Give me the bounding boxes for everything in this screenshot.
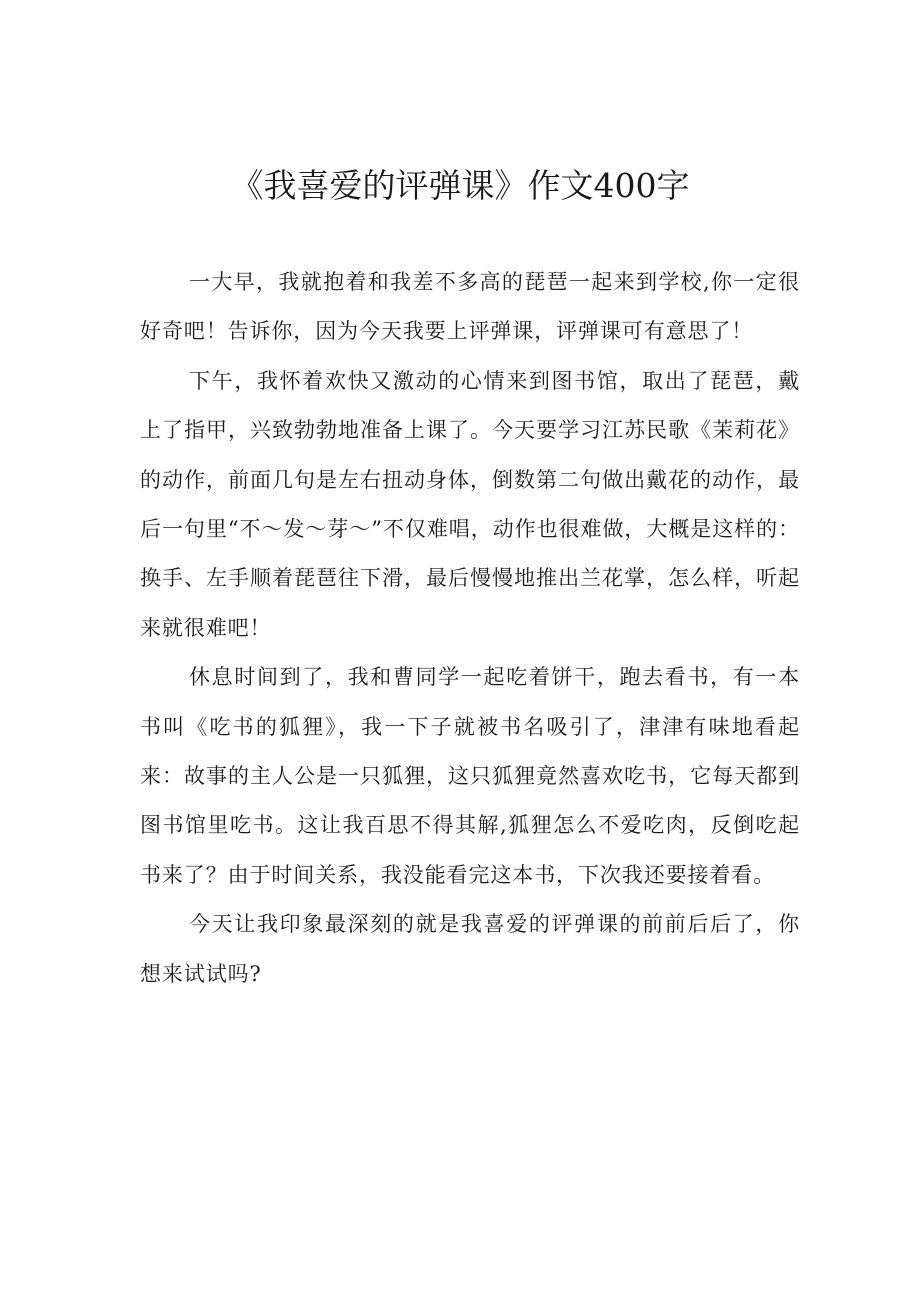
paragraph-3: 休息时间到了，我和曹同学一起吃着饼干，跑去看书，有一本书叫《吃书的狐狸》，我一下子就被书名吸引了，津津有味地看起来：故事的主人公是一只狐狸，这只狐狸竟然喜欢吃书，它每天都到图书馆里吃书。这让我百思不得其解,狐狸怎么不爱吃肉，反倒吃起书来了？由于时间关系，我没能看完这本书，下次我还要接着看。 <box>140 665 800 887</box>
paragraph-2: 下午，我怀着欢快又激动的心情来到图书馆，取出了琵琶，戴上了指甲，兴致勃勃地准备上课了。今天要学习江苏民歌《茉莉花》的动作，前面几句是左右扭动身体，倒数第二句做出戴花的动作，最后一句里“不～发～芽～”不仅难唱，动作也很难做，大概是这样的：换手、左手顺着琵琶往下滑，最后慢慢地推出兰花掌，怎么样，听起来就很难吧！ <box>140 368 800 640</box>
essay-body <box>140 258 800 999</box>
document-title: 《我喜爱的评弹课》作文400字 <box>230 166 690 205</box>
paragraph-1: 一大早，我就抱着和我差不多高的琵琶一起来到学校,你一定很好奇吧！告诉你，因为今天我要上评弹课，评弹课可有意思了！ <box>140 270 800 344</box>
paragraph-4: 今天让我印象最深刻的就是我喜爱的评弹课的前前后后了，你想来试试吗? <box>140 912 800 986</box>
